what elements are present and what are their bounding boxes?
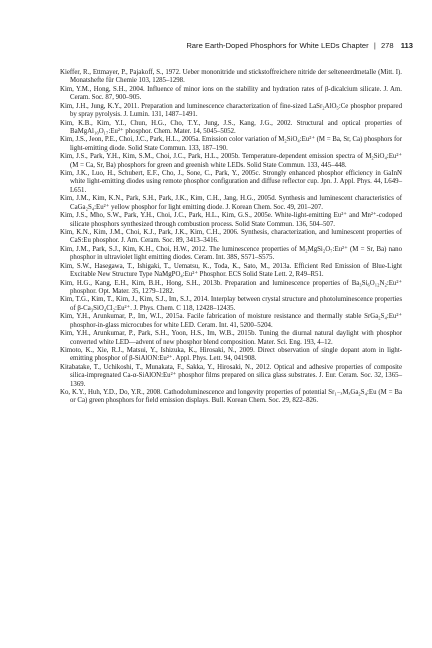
page-number: 113 — [400, 41, 413, 50]
reference-entry: Kim, K.B., Kim, Y.I., Chun, H.G., Cho, T.Y., Jung, J.S., Kang, J.G., 2002. Structural and optical properties of BaMgAl₁₀O₁₇:Eu²⁺ phosphor. Chem. Mater. 14, 5045–5052. — [60, 119, 402, 135]
reference-list — [60, 69, 402, 406]
reference-entry: Kim, Y.M., Hong, S.H., 2004. Influence of minor ions on the stability and hydration rates of β-dicalcium silicate. J. Am. Ceram. Soc. 87, 900–905. — [60, 85, 402, 102]
running-header — [0, 41, 413, 50]
reference-entry: Kim, J.M., Park, S.J., Kim, K.H., Choi, H.W., 2012. The luminescence properties of M₂MgSi₂O₇:Eu²⁺ (M = Sr, Ba) nano phosphor in ultraviolet light emitting diodes. Ceram. Int. 38S, S571–S575. — [60, 245, 402, 262]
reference-entry: Kim, J.S., Mho, S.W., Park, Y.H., Choi, J.C., Park, H.L., Kim, G.S., 2005e. White-light-emitting Eu²⁺ and Mn²⁺-codoped silicate phosphors synthesized through combustion process. Solid State Commun. 136, 504–507. — [60, 212, 402, 228]
reference-entry: Kim, Y.H., Arunkumar, P., Im, W.I., 2015a. Facile fabrication of moisture resistance and thermally stable SrGa₂S₄:Eu²⁺ phosphor-in-glass microcubes for white LED. Ceram. Int. 41, 5200–5204. — [60, 313, 402, 329]
header-separator: | — [373, 41, 376, 50]
reference-entry: Kim, S.W., Hasegawa, T., Ishigaki, T., Uematsu, K., Toda, K., Sato, M., 2013a. Efficient Red Emission of Blue-Light Excitable New Structure Type NaMgPO₄:Eu²⁺ Phosphor. ECS Solid State Lett. 2, R49–R51. — [60, 262, 402, 279]
reference-entry: Kieffer, R., Ettmayer, P., Pajakoff, S., 1972. Ueber mononitride und stickstoffreichere nitride der selteneerdmetalle (Mitt. I). Monatshefte für Chemie 103, 1285–1298. — [60, 69, 402, 85]
reference-entry: Kitabatake, T., Uchikoshi, T., Munakata, F., Sakka, Y., Hirosaki, N., 2012. Optical and adhesive properties of composite silica-impregnated Ca-α-SiAlON:Eu²⁺ phosphor films prepared on silica glass substrates. J. Eur. Ceram. Soc. 32, 1365–1369. — [60, 363, 402, 388]
reference-entry: Kim, H.G., Kang, E.H., Kim, B.H., Hong, S.H., 2013b. Preparation and luminescence properties of Ba₃Si₆O₁₂N₂:Eu²⁺ phosphor. Opt. Mater. 35, 1279–1282. — [60, 279, 402, 295]
reference-entry: Kim, J.K., Luo, H., Schubert, E.F., Cho, J., Sone, C., Park, Y., 2005c. Strongly enhanced phosphor efficiency in GaInN white light-emitting diodes using remote phosphor configuration and diffuse reflector cup. Jpn. J. Appl. Phys. 44, L649–L651. — [60, 170, 402, 194]
header-chapter-number: 278 — [380, 41, 394, 50]
reference-entry: Kim, J.M., Kim, K.N., Park, S.H., Park, J.K., Kim, C.H., Jang, H.G., 2005d. Synthesis and luminescent characteristics of CaGa₂S₄:Eu²⁺ yellow phosphor for light emitting diode. J. Korean Chem. Soc. 49, 201–207. — [60, 195, 402, 211]
reference-entry: Kim, T.G., Kim, T., Kim, J., Kim, S.J., Im, S.J., 2014. Interplay between crystal structure and photoluminescence properties of β-Ca₃SiO₄Cl₂:Eu²⁺. J. Phys. Chem. C 118, 12428–12435. — [60, 296, 402, 312]
reference-entry: Kim, J.S., Park, Y.H., Kim, S.M., Choi, J.C., Park, H.L., 2005b. Temperature-dependent emission spectra of M₂SiO₄:Eu²⁺ (M = Ca, Sr, Ba) phosphors for green and greenish white LEDs. Solid State Commun. 133, 445–448. — [60, 153, 402, 169]
reference-entry: Kim, K.N., Kim, J.M., Choi, K.J., Park, J.K., Kim, C.H., 2006. Synthesis, characterization, and luminescent properties of CaS:Eu phosphor. J. Am. Ceram. Soc. 89, 3413–3416. — [60, 229, 402, 245]
header-chapter-label: Chapter — [341, 41, 369, 50]
header-title: Rare Earth-Doped Phosphors for White LEDs — [186, 41, 340, 50]
reference-entry: Ko, K.Y., Huh, Y.D., Do, Y.R., 2008. Cathodoluminescence and longevity properties of potential Sr₁₋ₓMₓGa₂S₄:Eu (M = Ba or Ca) green phosphors for field emission displays. Bull. Korean Chem. Soc. 29, 822–826. — [60, 389, 402, 405]
reference-entry: Kim, Y.H., Arunkumar, P., Park, S.H., Yoon, H.S., Im, W.B., 2015b. Tuning the diurnal natural daylight with phosphor converted white LED—advent of new phosphor blend composition. Mater. Sci. Eng. 193, 4–12. — [60, 330, 402, 346]
reference-entry: Kim, J.S., Jeon, P.E., Choi, J.C., Park, H.L., 2005a. Emission color variation of M₂SiO₄:Eu²⁺ (M = Ba, Sr, Ca) phosphors for light-emitting diode. Solid State Commun. 133, 187–190. — [60, 136, 402, 152]
reference-entry: Kimoto, K., Xie, R.J., Matsui, Y., Ishizuka, K., Hirosaki, N., 2009. Direct observation of single dopant atom in light-emitting phosphor of β-SiAlON:Eu²⁺. Appl. Phys. Lett. 94, 041908. — [60, 346, 402, 363]
reference-entry: Kim, J.H., Jung, K.Y., 2011. Preparation and luminescence characterization of fine-sized LaSr₂AlO₅:Ce phosphor prepared by spray pyrolysis. J. Lumin. 131, 1487–1491. — [60, 102, 402, 119]
